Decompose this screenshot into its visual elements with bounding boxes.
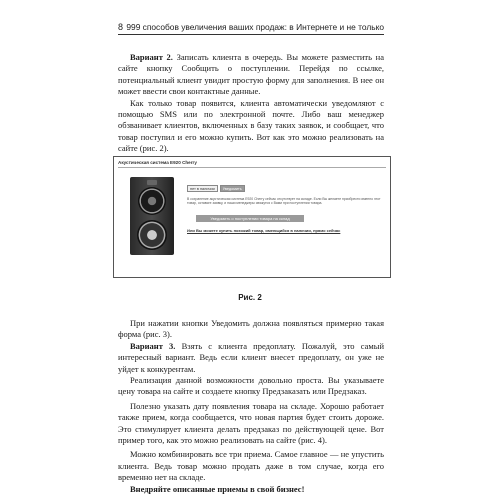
- paragraph-implementation: Реализация данной возможности довольно проста. Вы указываете цену товара на сайте и создаете кнопку Предзаказать или Предзаказ.: [118, 375, 384, 397]
- top-text-block: [118, 52, 384, 155]
- out-of-stock-label: нет в наличии: [187, 185, 218, 192]
- paragraph-date-tip: Полезно указать дату появления товара на складе. Хорошо работает также прием, когда сообщается, что новая партия будет стоить дороже. Это стимулирует клиента делать предзаказ по действующей цене. Вот пример того, как это можно реализовать на сайте (рис. 4).: [118, 400, 384, 446]
- paragraph-call-to-action: Внедряйте описанные приемы в свой бизнес!: [130, 483, 305, 494]
- speaker-tweeter: [147, 180, 157, 185]
- paragraph-variant-2: [118, 52, 384, 98]
- paragraph-notify-form: При нажатии кнопки Уведомить должна появляться примерно такая форма (рис. 3).: [118, 318, 384, 340]
- variant-3-text: Взять с клиента предоплату. Пожалуй, это самый интересный вариант. Ведь если клиент внесет предоплату, он уже не уйдет к конкурентам.: [118, 340, 384, 374]
- paragraph-combine: Можно комбинировать все три приема. Самое главное — не упустить клиента. Ведь товар можно продать даже в том случае, когда его временно нет на складе.: [118, 449, 384, 483]
- stock-status-row: [187, 185, 245, 192]
- paragraph-variant-3: [118, 341, 384, 375]
- notify-button[interactable]: Уведомить: [220, 185, 245, 192]
- speaker-woofer: [137, 220, 167, 250]
- speaker-image: [130, 177, 174, 255]
- page-number: 8: [118, 22, 124, 32]
- bottom-text-block: [118, 318, 384, 495]
- speaker-midrange: [138, 187, 166, 215]
- variant-3-heading: Вариант 3.: [130, 340, 176, 351]
- running-title: 999 способов увеличения ваших продаж: в Интернете и не только: [126, 22, 384, 32]
- product-title: Акустическая система E920 Cherry: [118, 160, 197, 165]
- buy-similar-link[interactable]: Или Вы можете купить похожий товар, имеющийся в наличии, прямо сейчас: [187, 228, 341, 233]
- figure-caption: Рис. 2: [238, 293, 262, 302]
- running-header: [118, 22, 384, 35]
- stock-info-text: В сохранение акустическая система E920 Cherry сейчас отсутствует на складе. Если Вы желаете приобрести именно этот товар, оставьте заявку, и наши менеджеры свяжутся с Вами при поступлении товара.: [187, 197, 381, 206]
- notify-on-arrival-button[interactable]: Уведомить о поступлении товара на склад: [196, 215, 304, 222]
- variant-2-heading: Вариант 2.: [130, 52, 173, 62]
- figure-2-screenshot: [113, 156, 391, 278]
- paragraph-notification: Как только товар появится, клиента автоматически уведомляют с помощью SMS или по электронной почте. Либо ваш менеджер обзванивает клиентов, включенных в базу таких заявок, и сообщает, что товар поступил и его можно купить. Вот как это можно реализовать на сайте (рис. 2).: [118, 97, 384, 154]
- variant-2-text: Записать клиента в очередь. Вы можете разместить на сайте кнопку Сообщить о поступлении. Перейдя по ссылке, потенциальный клиент увидит простую форму для заполнения. В нее он может ввести свои контактные данные.: [118, 52, 384, 97]
- title-divider: [118, 167, 386, 168]
